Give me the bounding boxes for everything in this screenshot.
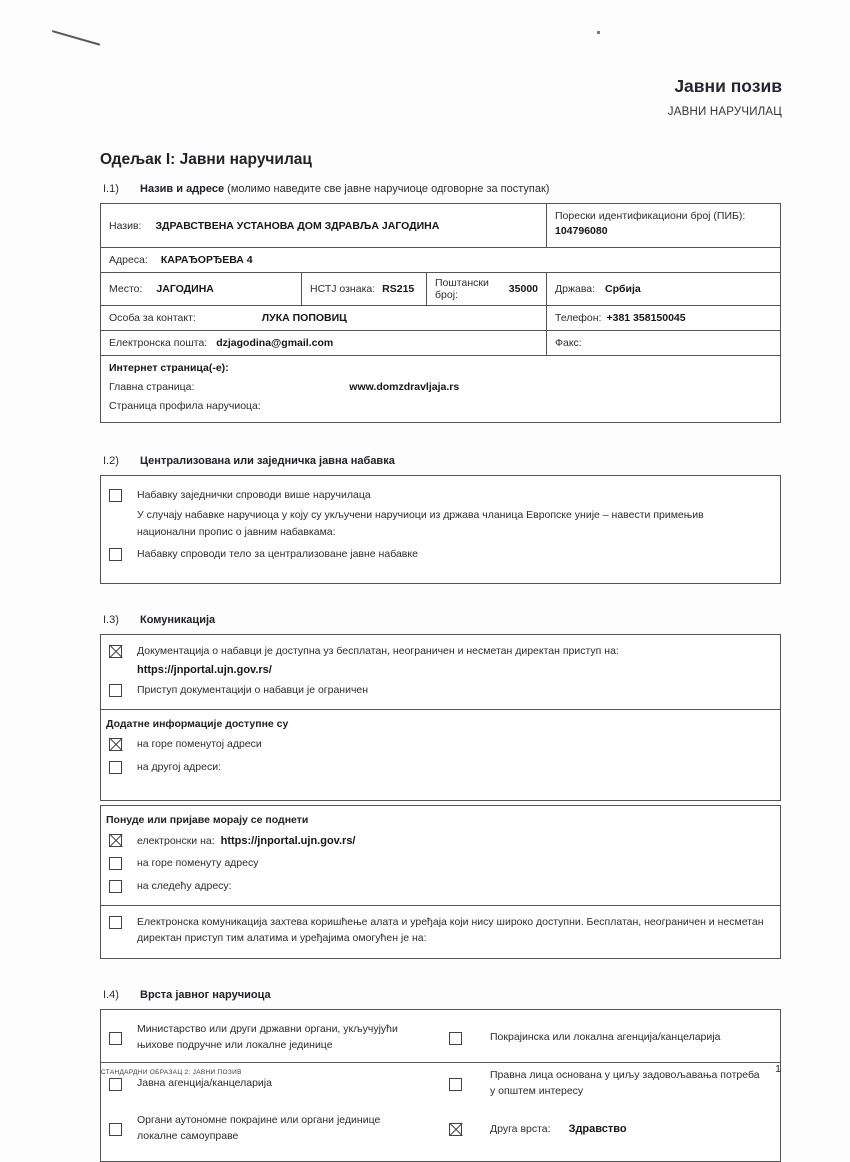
checkbox-label: Друга врста: Здравство [490, 1122, 627, 1135]
contact-value: ЛУКА ПОПОВИЦ [261, 312, 347, 324]
document-title: Јавни позив [674, 76, 782, 96]
fax-label: Факс: [555, 337, 582, 349]
table-row [101, 305, 780, 330]
address-label: Адреса: [109, 254, 148, 266]
name-label: Назив: [109, 219, 142, 232]
checkbox-label: Приступ документацији о набавци је ограничен [137, 684, 369, 697]
page-number: 1 [775, 1063, 781, 1075]
buyer-type-grid [101, 1010, 780, 1161]
other-type-checkbox [449, 1123, 462, 1136]
profile-label: Страница профила наручиоца: [109, 400, 261, 413]
following-address-checkbox [109, 880, 122, 893]
checkbox-label: Електронска комуникација захтева коришћење алата и уређаја који нису широко доступни. Бесплатан, неограничен и несметан директан приступ тим алатима и уређајима омогућен је на: [137, 915, 764, 944]
eu-regulation-note: У случају набавке наручиоца у коју су укључени наручиоци из држава чланица Европске уније – навести примењив национални пропис о јавним набавкама: [137, 509, 704, 538]
electronic-submission-checkbox [109, 834, 122, 847]
checkbox-label: Документација о набавци је доступна уз бесплатан, неограничен и несметан директан приступ на: [137, 644, 619, 657]
checkbox-label: Јавна агенција/канцеларија [137, 1076, 272, 1089]
postal-value: 35000 [508, 283, 538, 295]
checkbox-row [101, 760, 780, 776]
checkbox-row [101, 1022, 449, 1054]
homepage-label: Главна страница: [109, 381, 195, 394]
section-1-heading: Одељак I: Јавни наручилац [100, 151, 312, 168]
section-1-4-label [100, 989, 781, 1001]
checkbox-label: на горе поменутој адреси [137, 738, 262, 751]
websites-cell [101, 356, 780, 422]
nstj-value: RS215 [382, 283, 415, 295]
pib-value: 104796080 [555, 225, 608, 238]
checkbox-label: на горе поменуту адресу [137, 857, 259, 870]
phone-cell [546, 306, 780, 330]
address-cell [101, 248, 780, 272]
contact-label: Особа за контакт: [109, 312, 196, 324]
scan-dot-artifact [597, 31, 600, 34]
name-value: ЗДРАВСТВЕНА УСТАНОВА ДОМ ЗДРАВЉА ЈАГОДИНА [155, 219, 440, 232]
section-title: Комуникација [140, 613, 216, 626]
address-value: КАРАЂОРЂЕВА 4 [160, 254, 253, 266]
table-row [101, 247, 780, 272]
additional-info-part [101, 709, 780, 800]
checkbox-row [101, 737, 780, 753]
checkbox-row [449, 1068, 780, 1100]
pib-label: Порески идентификациони број (ПИБ): [555, 210, 746, 222]
form-body [100, 151, 781, 1162]
section-title: Врста јавног наручиоца [140, 989, 271, 1002]
table-row [101, 204, 780, 247]
section-number: I.2) [103, 454, 119, 467]
checkbox-row [101, 547, 780, 563]
submission-part [101, 806, 780, 905]
autonomous-province-checkbox [109, 1123, 122, 1136]
checkbox-row [449, 1113, 780, 1145]
joint-procurement-checkbox [109, 489, 122, 502]
pib-cell [546, 204, 780, 247]
centralized-procurement-box [100, 475, 781, 584]
city-label: Место: [109, 283, 143, 295]
email-value: dzjagodina@gmail.com [216, 337, 334, 349]
checkbox-row [449, 1022, 780, 1054]
submission-url: https://jnportal.ujn.gov.rs/ [220, 834, 356, 847]
phone-value: +381 358150045 [606, 312, 686, 324]
checkbox-row [101, 644, 780, 660]
section-title: Централизована или заједничка јавна набавка [140, 454, 395, 467]
other-type-value: Здравство [568, 1122, 627, 1135]
legal-entity-checkbox [449, 1078, 462, 1091]
section-number: I.1) [103, 183, 119, 195]
checkbox-row [101, 879, 780, 895]
checkbox-row [101, 488, 780, 504]
section-1-2-label [100, 455, 781, 467]
table-row [101, 272, 780, 305]
section-note: (молимо наведите све јавне наручиоце одговорне за поступак) [227, 183, 550, 195]
email-label: Електронска пошта: [109, 337, 208, 349]
email-cell [101, 331, 546, 355]
table-row [101, 355, 780, 422]
checkbox-label: Правна лица основана у циљу задовољавања потреба у општем интересу [490, 1068, 760, 1097]
checkbox-label: електронски на: https://jnportal.ujn.gov.rs/ [137, 834, 356, 847]
homepage-value: www.domzdravljaja.rs [349, 381, 460, 394]
section-1-3-label [100, 614, 781, 626]
checkbox-label: на следећу адресу: [137, 880, 232, 893]
communication-box [100, 634, 781, 801]
buyer-type-box [100, 1009, 781, 1162]
restricted-access-checkbox [109, 684, 122, 697]
section-title: Назив и адресе [140, 183, 225, 195]
above-address-submission-checkbox [109, 857, 122, 870]
checkbox-label: Набавку заједнички спроводи више наручилаца [137, 488, 371, 501]
postal-cell [426, 273, 546, 305]
table-row [101, 330, 780, 355]
country-label: Држава: [555, 283, 596, 295]
name-cell [101, 204, 546, 247]
footer-form-name: СТАНДАРДНИ ОБРАЗАЦ 2: ЈАВНИ ПОЗИВ [101, 1069, 242, 1076]
footer-divider [100, 1062, 781, 1063]
web-label: Интернет страница(-е): [109, 362, 229, 374]
city-value: ЈАГОДИНА [156, 283, 214, 295]
city-cell [101, 273, 301, 305]
checkbox-row [101, 833, 780, 850]
submission-header: Понуде или пријаве морају се поднети [106, 813, 309, 826]
central-body-checkbox [109, 548, 122, 561]
provincial-agency-checkbox [449, 1032, 462, 1045]
checkbox-row [101, 683, 780, 699]
checkbox-label: Органи аутономне покрајине или органи јединице локалне самоуправе [137, 1114, 381, 1143]
buyer-info-table [100, 203, 781, 423]
free-access-checkbox [109, 645, 122, 658]
phone-label: Телефон: [555, 312, 602, 324]
postal-label: Поштански број: [435, 277, 489, 301]
country-value: Србија [605, 283, 641, 295]
document-header [668, 76, 782, 118]
special-tools-checkbox [109, 916, 122, 929]
fax-cell [546, 331, 780, 355]
above-address-checkbox [109, 738, 122, 751]
checkbox-row [101, 915, 780, 947]
nstj-cell [301, 273, 426, 305]
checkbox-label: Покрајинска или локална агенција/канцеларија [490, 1031, 721, 1044]
scan-pen-stroke-artifact [52, 30, 101, 46]
country-cell [546, 273, 780, 305]
nstj-label: НСТЈ ознака: [310, 283, 376, 295]
documentation-url: https://jnportal.ujn.gov.rs/ [137, 664, 272, 677]
section-1-1-label [100, 183, 781, 195]
public-agency-checkbox [109, 1078, 122, 1091]
ecommunication-part [101, 905, 780, 959]
section-number: I.4) [103, 989, 119, 1002]
checkbox-label: Министарство или други државни органи, укључујући њихове подручне или локалне јединице [137, 1023, 398, 1052]
checkbox-label: на другој адреси: [137, 760, 222, 773]
additional-info-header: Додатне информације доступне су [106, 718, 289, 731]
submission-box [100, 805, 781, 960]
checkbox-row [101, 1113, 449, 1145]
contact-cell [101, 306, 546, 330]
documentation-access-part [101, 635, 780, 710]
other-address-checkbox [109, 761, 122, 774]
checkbox-row [101, 856, 780, 872]
section-number: I.3) [103, 613, 119, 626]
checkbox-label: Набавку спроводи тело за централизоване јавне набавке [137, 547, 418, 560]
document-subtitle: ЈАВНИ НАРУЧИЛАЦ [667, 106, 782, 118]
ministry-checkbox [109, 1032, 122, 1045]
